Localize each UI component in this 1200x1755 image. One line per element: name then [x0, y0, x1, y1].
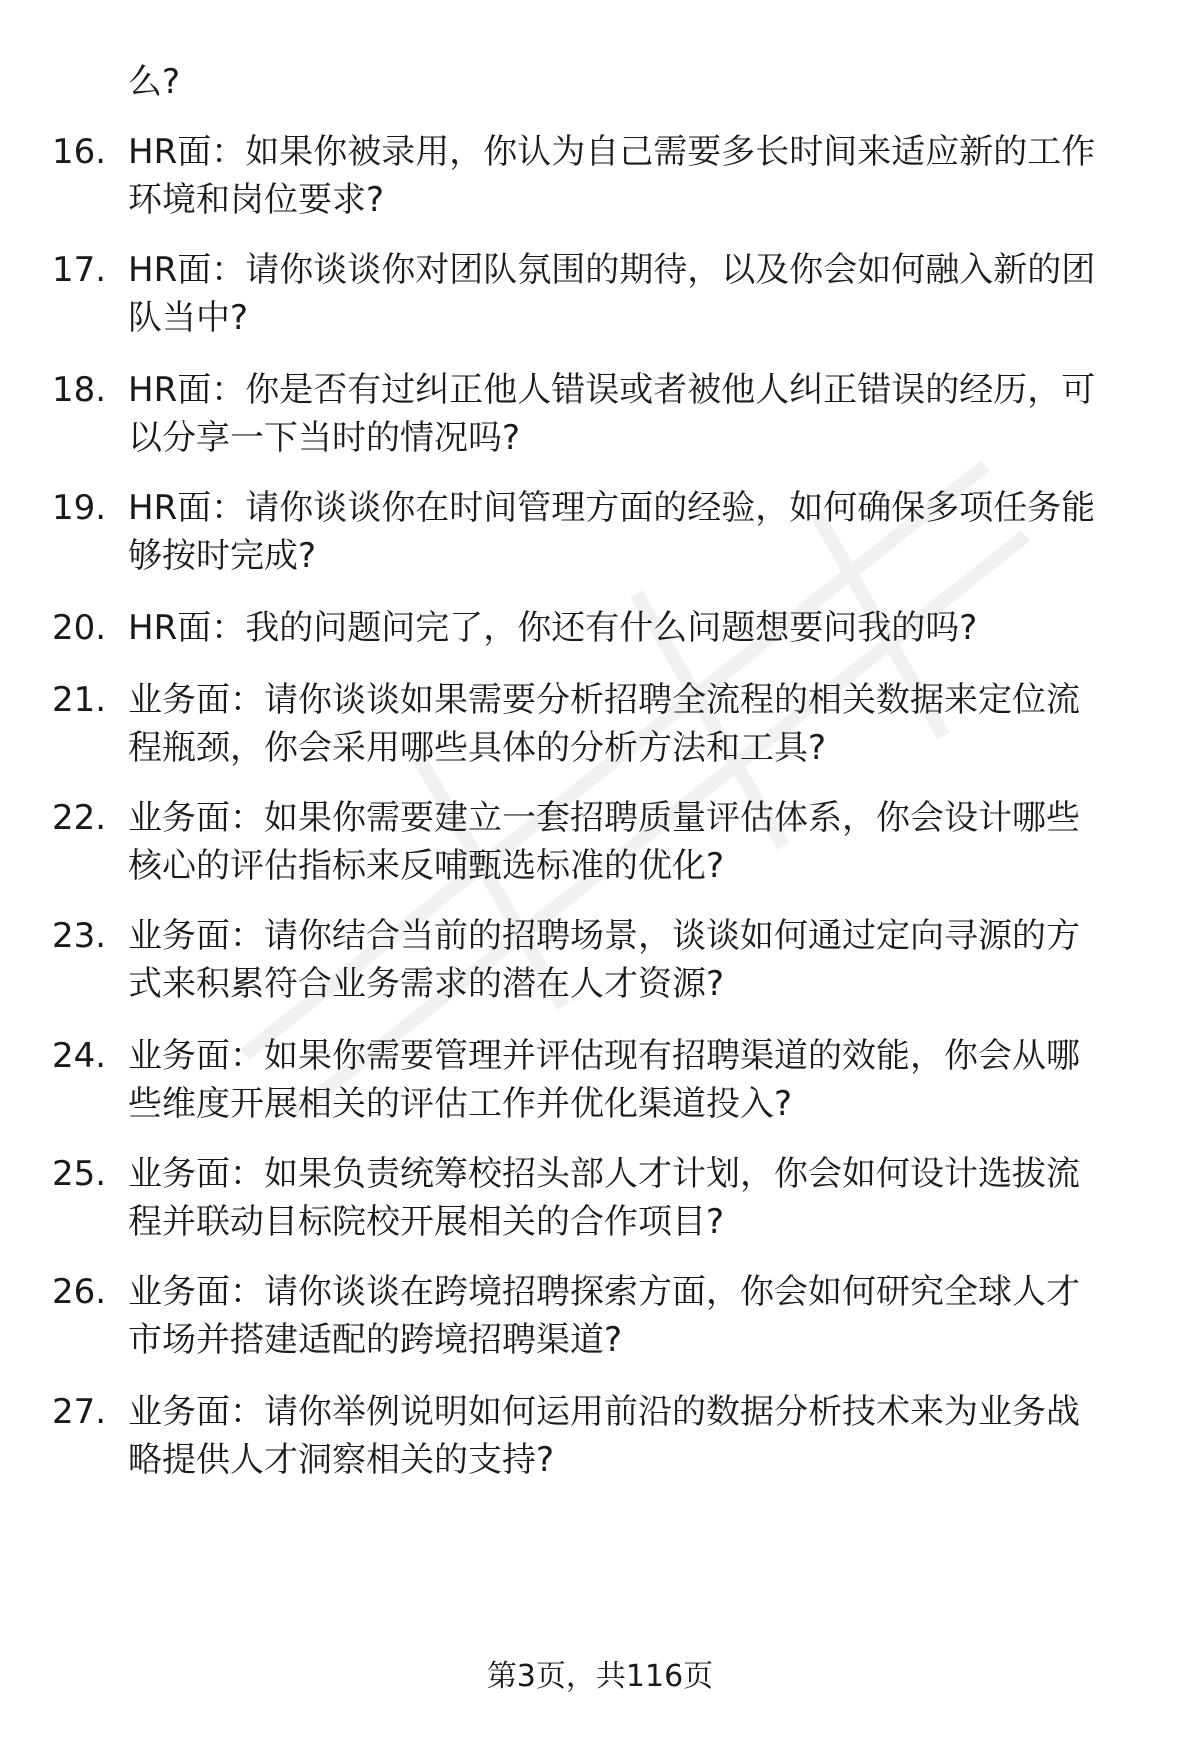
question-item: [0, 604, 1200, 652]
question-number: 23.: [52, 916, 107, 956]
question-text-line: 业务面：如果你需要建立一套招聘质量评估体系，你会设计哪些: [128, 798, 1080, 838]
question-number: 18.: [52, 370, 107, 410]
question-text-line: HR面：我的问题问完了，你还有什么问题想要问我的吗?: [128, 608, 978, 648]
question-text-line: HR面：请你谈谈你在时间管理方面的经验，如何确保多项任务能: [128, 488, 1096, 528]
question-text-line: 够按时完成?: [128, 536, 317, 576]
question-item: [0, 912, 1200, 1008]
question-number: 17.: [52, 250, 107, 290]
question-text-line: 程瓶颈，你会采用哪些具体的分析方法和工具?: [128, 728, 827, 768]
question-text-line: 业务面：请你谈谈在跨境招聘探索方面，你会如何研究全球人才: [128, 1272, 1080, 1312]
question-item: [0, 246, 1200, 342]
question-text-line: 环境和岗位要求?: [128, 180, 385, 220]
question-text-line: 业务面：如果负责统筹校招头部人才计划，你会如何设计选拔流: [128, 1154, 1080, 1194]
question-item: [0, 366, 1200, 462]
continuation-text: 么?: [128, 62, 181, 102]
question-text-line: 业务面：如果你需要管理并评估现有招聘渠道的效能，你会从哪: [128, 1036, 1080, 1076]
question-number: 25.: [52, 1154, 107, 1194]
question-text-line: 业务面：请你结合当前的招聘场景，谈谈如何通过定向寻源的方: [128, 916, 1080, 956]
question-text-line: 业务面：请你举例说明如何运用前沿的数据分析技术来为业务战: [128, 1392, 1080, 1432]
question-number: 24.: [52, 1036, 107, 1076]
question-text-line: 队当中?: [128, 298, 249, 338]
question-text-line: 些维度开展相关的评估工作并优化渠道投入?: [128, 1084, 793, 1124]
question-item: [0, 1150, 1200, 1246]
question-text-line: HR面：请你谈谈你对团队氛围的期待，以及你会如何融入新的团: [128, 250, 1096, 290]
question-text-line: HR面：如果你被录用，你认为自己需要多长时间来适应新的工作: [128, 132, 1096, 172]
question-item: [0, 484, 1200, 580]
question-item: [0, 794, 1200, 890]
question-number: 19.: [52, 488, 107, 528]
question-text-line: HR面：你是否有过纠正他人错误或者被他人纠正错误的经历，可: [128, 370, 1096, 410]
question-item: [0, 676, 1200, 772]
question-number: 26.: [52, 1272, 107, 1312]
question-text-line: 式来积累符合业务需求的潜在人才资源?: [128, 964, 725, 1004]
question-number: 27.: [52, 1392, 107, 1432]
question-number: 20.: [52, 608, 107, 648]
question-item: [0, 1268, 1200, 1364]
question-text-line: 程并联动目标院校开展相关的合作项目?: [128, 1202, 725, 1242]
question-text-line: 市场并搭建适配的跨境招聘渠道?: [128, 1320, 623, 1360]
question-text-line: 以分享一下当时的情况吗?: [128, 418, 521, 458]
page-footer: 第3页，共116页: [486, 1659, 714, 1694]
question-item: [0, 1032, 1200, 1128]
question-number: 22.: [52, 798, 107, 838]
question-text-line: 略提供人才洞察相关的支持?: [128, 1440, 555, 1480]
question-number: 21.: [52, 680, 107, 720]
question-item: [0, 128, 1200, 224]
question-number: 16.: [52, 132, 107, 172]
question-text-line: 业务面：请你谈谈如果需要分析招聘全流程的相关数据来定位流: [128, 680, 1080, 720]
question-item: [0, 1388, 1200, 1484]
question-text-line: 核心的评估指标来反哺甄选标准的优化?: [128, 846, 725, 886]
